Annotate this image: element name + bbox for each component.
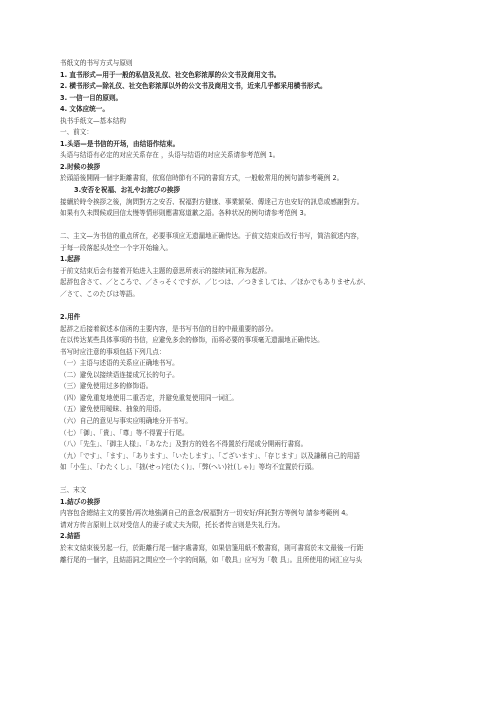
text-line: ／さて、このたびは等語。 xyxy=(60,289,139,298)
text-line: （七）「御」、「貴」、「尊」等不得置于行尾。 xyxy=(60,428,189,437)
section-heading-line: 1.結びの挨拶 xyxy=(60,497,101,506)
text-line: （三）避免使用过多的修饰语。 xyxy=(60,382,153,391)
document-body xyxy=(60,58,444,566)
text-line: 於頭語後開隔一個字距離書寫，依寫信時節有不同的書寫方式，一般較常用的例句請参考範例 2。 xyxy=(60,174,344,183)
section-heading-line: 1.头语—是书信的开场，由结语作结束。 xyxy=(60,139,180,148)
text-line: （四）避免重复地使用二重否定，并避免重复使用同一词汇。 xyxy=(60,393,239,402)
text-line: 三、末文 xyxy=(60,486,87,495)
text-line: 一、前文： xyxy=(60,128,93,137)
text-line: 起辞包含さて、／ところで、／さっそくですが、／じつは、／つきましては、／ほかでもありませんが、 xyxy=(60,278,370,287)
section-heading-line: 3.安否を祝福、お礼やお詫びの挨拶 xyxy=(74,186,180,195)
paragraph-gap xyxy=(60,474,444,486)
text-line: 书写时应注意的事项包括下列几点： xyxy=(60,347,166,356)
text-line: （八）「先生」、「御主人様」、「あなた」及對方的姓名不得置於行尾或分開兩行書寫。 xyxy=(60,440,308,449)
text-line: 如果有久未問候或回信太慢等情形則應書寫道歉之語。各种状况的例句请参考范例 3。 xyxy=(60,209,311,218)
text-line: 请对方传言原则上以对受信人的妻子或丈夫为限，托长者传言则是失礼行为。 xyxy=(60,520,285,529)
section-heading-line: 2.用件 xyxy=(60,313,81,322)
paragraph-gap xyxy=(60,220,444,232)
text-line: 接續於時令挨拶之後，詢問對方之安否、祝福對方健康、事業繁榮、傳達己方也安好的訊息或感謝對方。 xyxy=(60,197,364,206)
text-line: 二、主文—为书信的重点所在，必要事项应无遗漏地正确传达。于前文结束后改行书写，简洁叙述内容， xyxy=(60,232,364,241)
text-line: 于前文结束后会有接着开始进入主题的意思所表示的接续词汇称为起辞。 xyxy=(60,266,271,275)
text-line: 内容包含總結主文的要旨/再次地強調自己的意念/祝福對方一切安好/拜託對方等例句 請参考範例 4。 xyxy=(60,509,352,518)
document-title: 书纸文的书写方式与原则 xyxy=(60,59,133,67)
section-heading-line: 3. 一信一目的原则。 xyxy=(60,93,123,102)
section-heading-line: 1. 直书形式—用于一般的私信及礼仪、社交色彩浓厚的公文书及商用文书。 xyxy=(60,70,281,79)
text-line: （二）避免以接续语连接成冗长的句子。 xyxy=(60,370,179,379)
section-heading-line: 1.起辞 xyxy=(60,255,81,264)
text-line: 於末文結束後另起一行，於距離行尾一個字處書寫，如果信箋用紙不敷書寫，則可書寫於末文最後一行距 xyxy=(60,543,364,552)
text-line: 如「小生」、「わたくし」、「拙(せっ)宅(たく)」、「弊(へい)社(しゃ)」等均不宜置於行頭。 xyxy=(60,463,318,472)
paragraph-gap xyxy=(60,300,444,312)
text-line: 于每一段落起头处空一个字开始输入。 xyxy=(60,243,173,252)
section-heading-line: 2.时候の挨拶 xyxy=(60,162,101,171)
text-line: 起辞之后接着叙述本信函的主要内容，是书写书信的目的中最重要的部分。 xyxy=(60,324,278,333)
text-line: （六）自己的意见与事实应明确地分开书写。 xyxy=(60,416,192,425)
section-heading-line: 4. 文体应统一。 xyxy=(60,105,109,114)
text-line: （一）主语与述语的关系应正确地书写。 xyxy=(60,359,179,368)
text-line: 在以传达某些具体事项的书信，应避免多余的修饰，而将必要的事项毫无遗漏地正确传达。 xyxy=(60,336,324,345)
section-heading-line: 2. 横书形式—除礼仪、社交色彩浓厚以外的公文书及商用文书，近来几乎都采用横书形式。 xyxy=(60,82,327,91)
text-line: 执书手纸文—基本结构 xyxy=(60,116,126,125)
text-line: （五）避免使用暧昧、抽象的用语。 xyxy=(60,405,166,414)
text-line: 離行尾的一個字，且結語詞之間应空一个字的间隔，如「敬具」应写为「敬 具」。且所使用的词汇应与头 xyxy=(60,555,363,564)
section-heading-line: 2.結語 xyxy=(60,532,81,541)
text-line: 头语与结语有必定的对应关系存在 ，头语与结语的对应关系请参考范例 1。 xyxy=(60,151,280,160)
text-line: （九）「です」、「ます」、「あります」、「いたします」、「ございます」、「存じます」以及謙稱自己的用語 xyxy=(60,451,360,460)
